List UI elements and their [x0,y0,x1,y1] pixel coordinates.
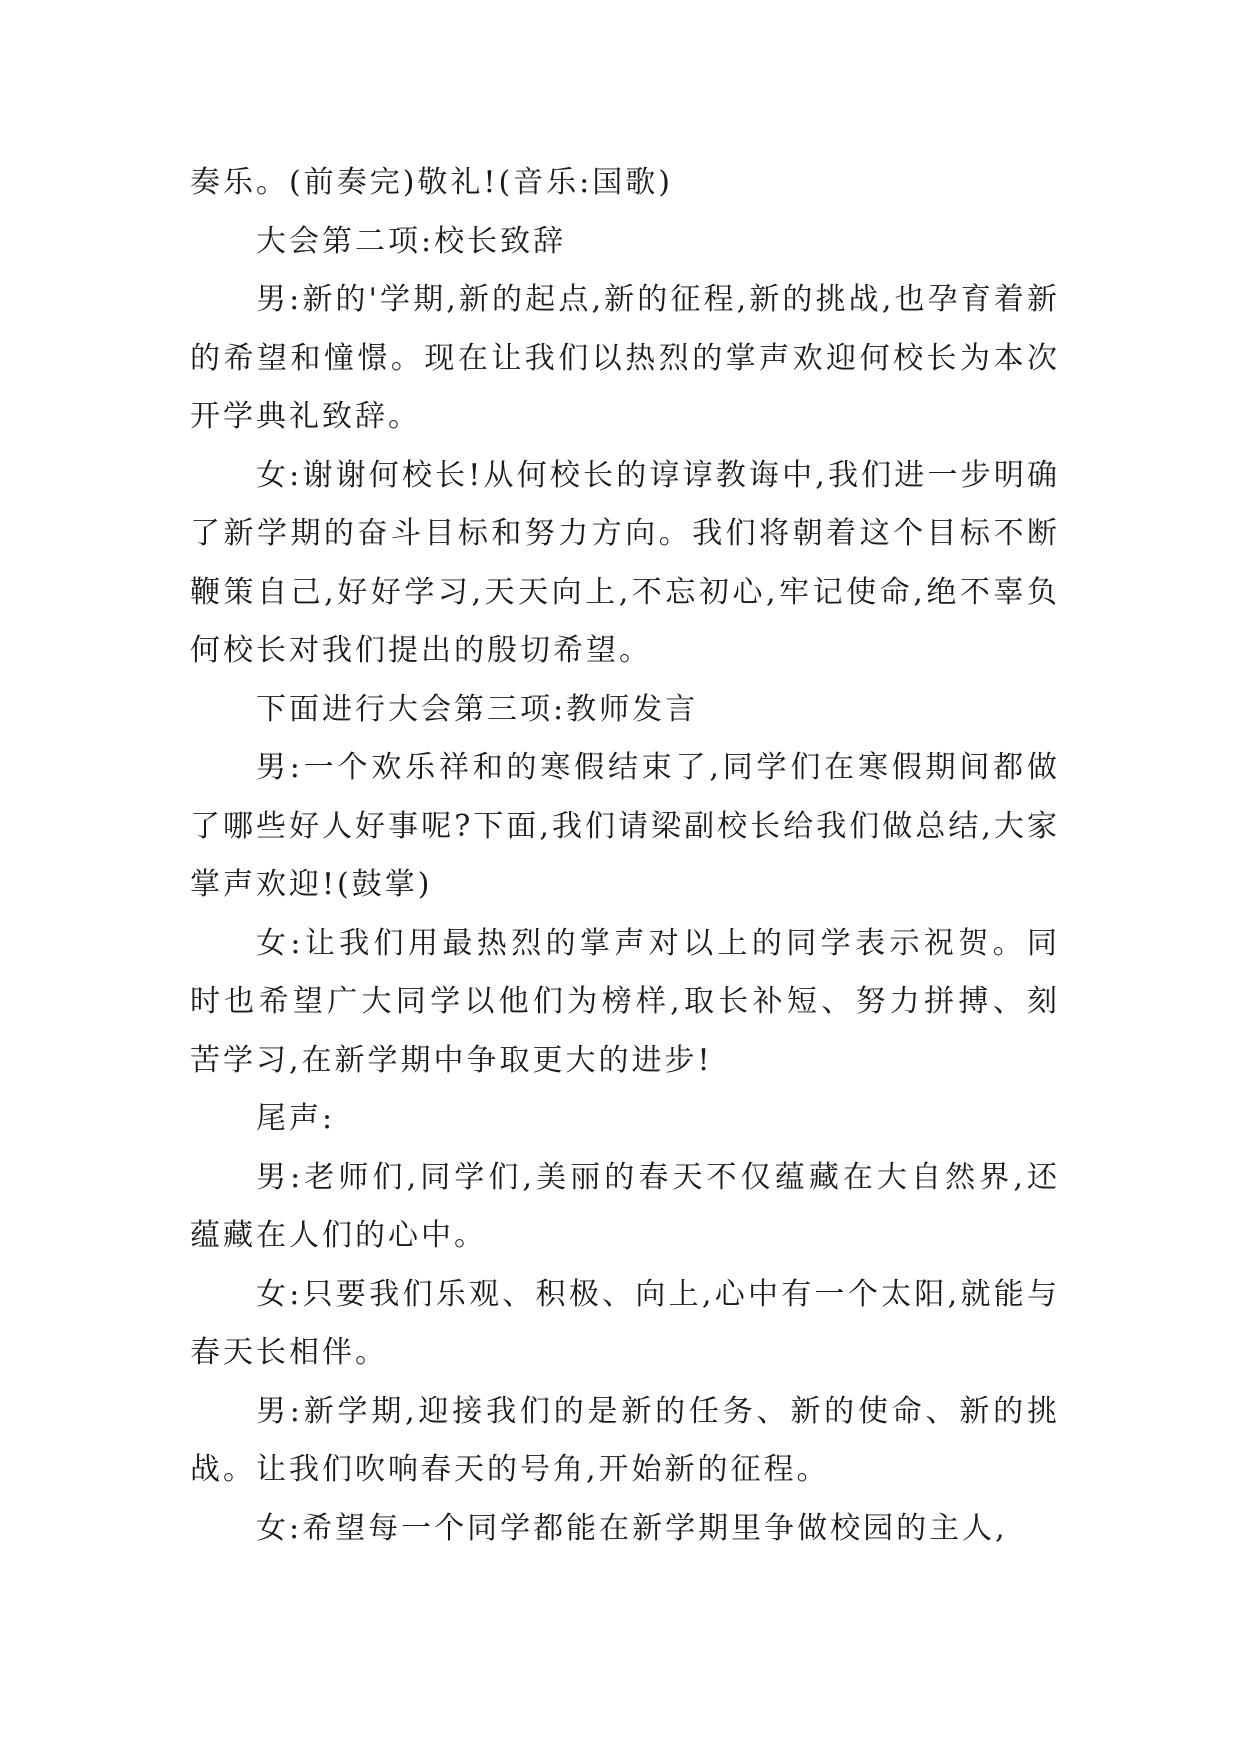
paragraph-2: 大会第二项:校长致辞 [256,223,567,259]
paragraph-4: 女:谢谢何校长!从何校长的谆谆教诲中,我们进一步明确了新学期的奋斗目标和努力方向。我们将朝着这个目标不断鞭策自己,好好学习,天天向上,不忘初心,牢记使命,绝不辜负何校长对我们提出的殷切希望。 [190,457,1060,668]
paragraph-9: 男:老师们,同学们,美丽的春天不仅蕴藏在大自然界,还蕴藏在人们的心中。 [190,1159,1060,1253]
paragraph-12: 女:希望每一个同学都能在新学期里争做校园的主人, [256,1510,1008,1546]
paragraph-8: 尾声: [256,1101,336,1136]
paragraph-1: 奏乐。(前奏完)敬礼!(音乐:国歌) [190,165,673,200]
paragraph-11: 男:新学期,迎接我们的是新的任务、新的使命、新的挑战。让我们吹响春天的号角,开始新的征程。 [190,1393,1060,1487]
document-body [190,154,1060,1558]
paragraph-7: 女:让我们用最热烈的掌声对以上的同学表示祝贺。同时也希望广大同学以他们为榜样,取长补短、努力拼搏、刻苦学习,在新学期中争取更大的进步! [190,925,1060,1078]
paragraph-6: 男:一个欢乐祥和的寒假结束了,同学们在寒假期间都做了哪些好人好事呢?下面,我们请梁副校长给我们做总结,大家掌声欢迎!(鼓掌) [190,750,1060,902]
paragraph-5: 下面进行大会第三项:教师发言 [256,691,699,727]
paragraph-10: 女:只要我们乐观、积极、向上,心中有一个太阳,就能与春天长相伴。 [190,1276,1060,1370]
paragraph-3: 男:新的'学期,新的起点,新的征程,新的挑战,也孕育着新的希望和憧憬。现在让我们以热烈的掌声欢迎何校长为本次开学典礼致辞。 [190,282,1060,434]
